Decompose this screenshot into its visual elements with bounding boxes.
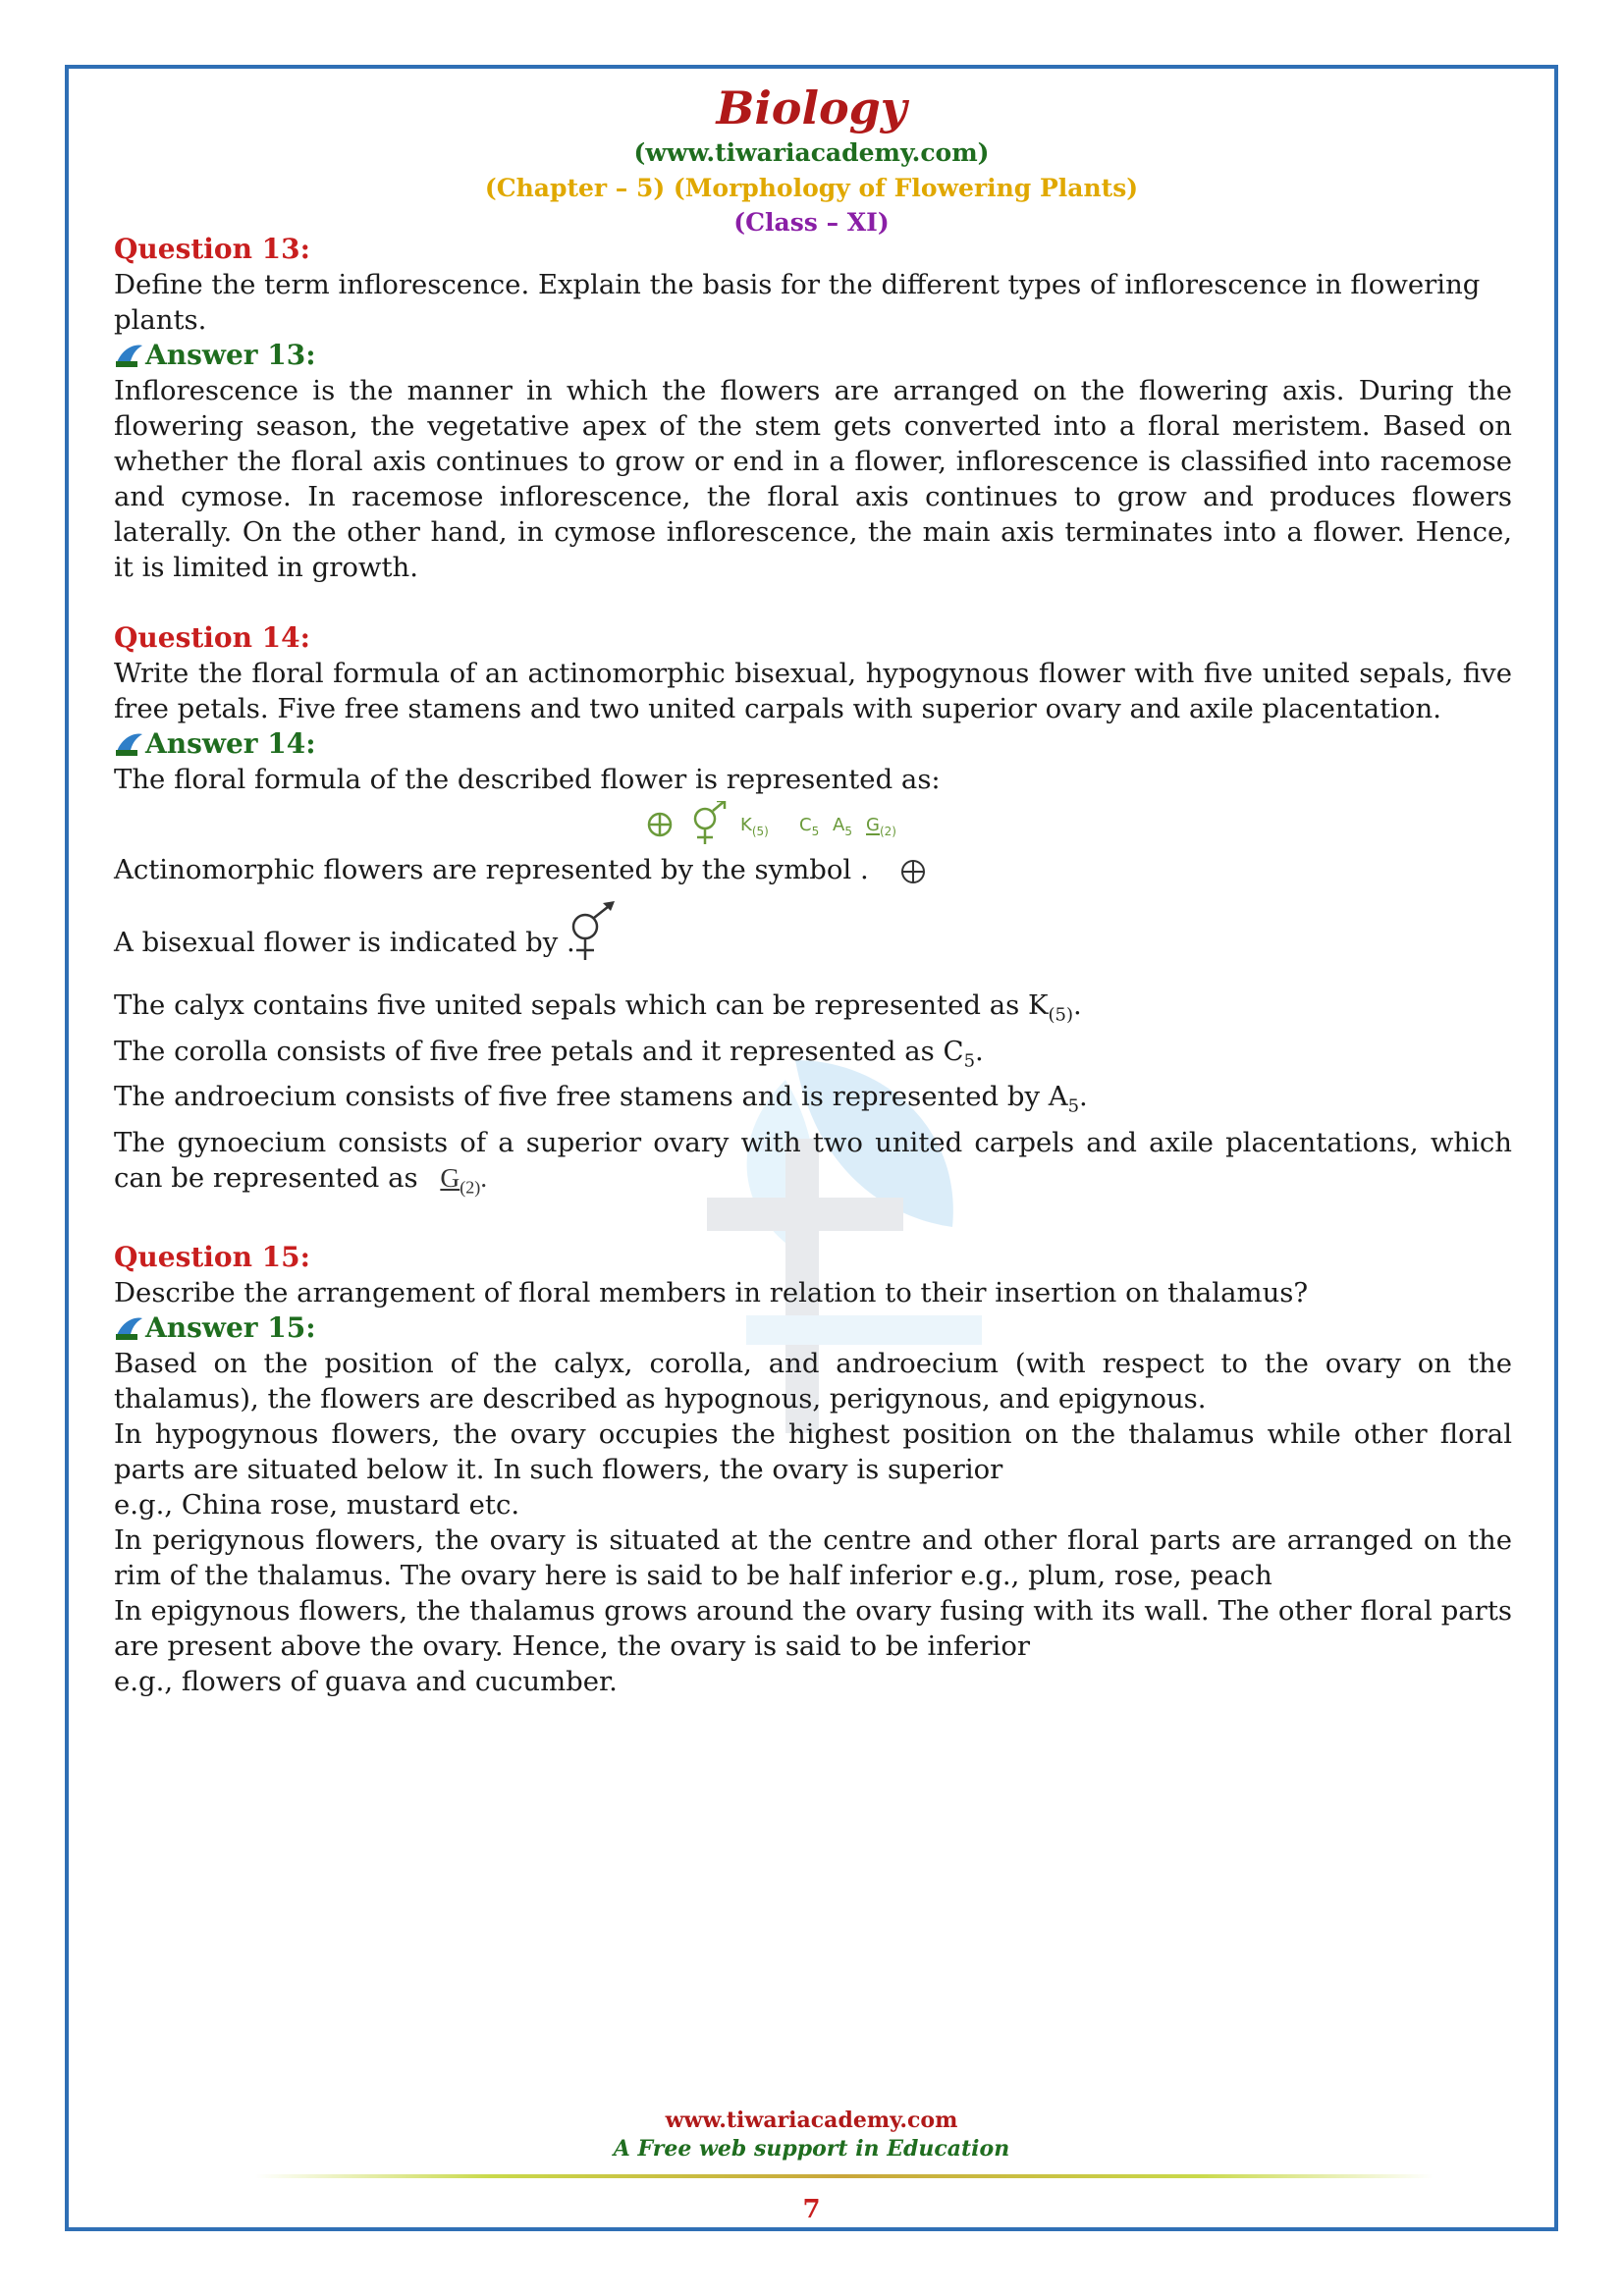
actinomorphic-line [114,852,1512,887]
class-label: (Class – XI) [733,208,890,237]
formula-c: C [799,815,812,835]
bisexual-text: A bisexual flower is indicated by . [114,927,575,958]
calyx-text: The calyx contains five united sepals which can be represented as K [114,989,1049,1021]
formula-g: G [866,815,880,835]
tiwari-bird-icon [114,1314,143,1342]
answer-14-heading [114,726,1512,762]
page-header [0,80,1623,240]
answer-13-label: Answer 13: [145,339,316,371]
bisexual-symbol-icon [695,801,725,844]
gynoecium-symbol: $G_{(2)}$. [440,1161,488,1197]
formula-k-sub: (5) [751,825,769,838]
tiwari-bird-icon [114,730,143,758]
formula-c-sub: 5 [811,825,820,838]
answer-15-p4: In epigynous flowers, the thalamus grows around the ovary fusing with its wall. The other floral parts are present above the ovary. Hence, the ovary is said to be inferior [114,1595,1512,1662]
answer-15-p3: In perigynous flowers, the ovary is situated at the centre and other floral parts are arranged on the rim of the thalamus. The ovary here is said to be half inferior e.g., plum, rose, peach [114,1524,1512,1591]
corolla-sub: 5 [963,1050,976,1071]
footer-tagline: A Free web support in Education [613,2136,1010,2162]
chapter-title: (Chapter – 5) (Morphology of Flowering Plants) [484,174,1139,202]
floral-formula [114,797,1512,846]
question-14-text: Write the floral formula of an actinomorphic bisexual, hypogynous flower with five united sepals, five free petals. Five free stamens and two united carpals with superior ovary and axile placentation. [114,658,1512,724]
answer-14-intro: The floral formula of the described flower is represented as: [114,764,941,795]
question-13-label: Question 13: [114,233,310,265]
formula-a-sub: 5 [844,825,852,838]
floral-formula-graphic [644,801,978,846]
formula-g-sub: (2) [879,825,896,838]
answer-15-p1: Based on the position of the calyx, corolla, and androecium (with respect to the ovary on the thalamus), the flowers are described as hypognous, perigynous, and epigynous. [114,1348,1512,1415]
question-13-text: Define the term inflorescence. Explain the basis for the different types of inflorescence in flowering plants. [114,269,1481,336]
answer-14-label: Answer 14: [145,727,316,760]
answer-15-p2: In hypogynous flowers, the ovary occupies the highest position on the thalamus while other floral parts are situated below it. In such flowers, the ovary is superior [114,1418,1512,1485]
gynoecium-text: The gynoecium consists of a superior ovary with two united carpels and axile placentations, which can be represented as [114,1126,1512,1194]
actinomorphic-symbol-icon [649,814,671,835]
bisexual-symbol-icon [566,899,621,962]
answer-15-p2-examples: e.g., China rose, mustard etc. [114,1489,520,1521]
androecium-sub: 5 [1067,1095,1080,1117]
formula-k: K [740,815,752,835]
corolla-line: The corolla consists of five free petals and it represented as $C_5$. [114,1035,984,1071]
page-number: 7 [802,2195,821,2224]
page-footer [0,2107,1623,2163]
calyx-sub: (5) [1048,1004,1074,1026]
answer-15-heading [114,1310,1512,1346]
calyx-line: The calyx contains five united sepals which can be represented as $K_{(5)}$. [114,989,1082,1026]
footer-website: www.tiwariacademy.com [665,2108,958,2133]
bisexual-line [114,921,1512,964]
tiwari-bird-icon [114,342,143,369]
formula-a: A [833,815,845,835]
answer-15-p4-examples: e.g., flowers of guava and cucumber. [114,1666,618,1697]
androecium-text: The androecium consists of five free stamens and is represented by A [114,1081,1068,1112]
gynoecium-line [114,1125,1512,1205]
answer-15-label: Answer 15: [145,1311,316,1344]
header-website: (www.tiwariacademy.com) [633,138,990,167]
androecium-line: The androecium consists of five free stamens and is represented by $A_5$. [114,1081,1088,1117]
svg-text:K(5) [740,815,769,838]
question-15-label: Question 15: [114,1241,310,1273]
svg-text:A5 [833,815,852,838]
question-15-text: Describe the arrangement of floral members in relation to their insertion on thalamus? [114,1277,1309,1308]
page-content [114,232,1512,1699]
svg-text:C5 [799,815,819,838]
actinomorphic-symbol-icon [898,857,928,886]
corolla-text: The corolla consists of five free petals and it represented as C [114,1035,964,1067]
answer-13-text: Inflorescence is the manner in which the flowers are arranged on the flowering axis. During the flowering season, the vegetative apex of the stem gets converted into a floral meristem. Based on whether the floral axis continues to grow or end in a flower, inflorescence is classified into racemose and cymose. In racemose inflorescence, the floral axis continues to grow and produces flowers laterally. On the other hand, in cymose inflorescence, the main axis terminates into a flower. Hence, it is limited in growth. [114,375,1512,583]
subject-title: Biology [716,81,907,134]
actinomorphic-text: Actinomorphic flowers are represented by the symbol . [114,854,869,885]
footer-divider [255,2174,1434,2178]
question-14-label: Question 14: [114,621,310,654]
answer-13-heading [114,338,1512,373]
